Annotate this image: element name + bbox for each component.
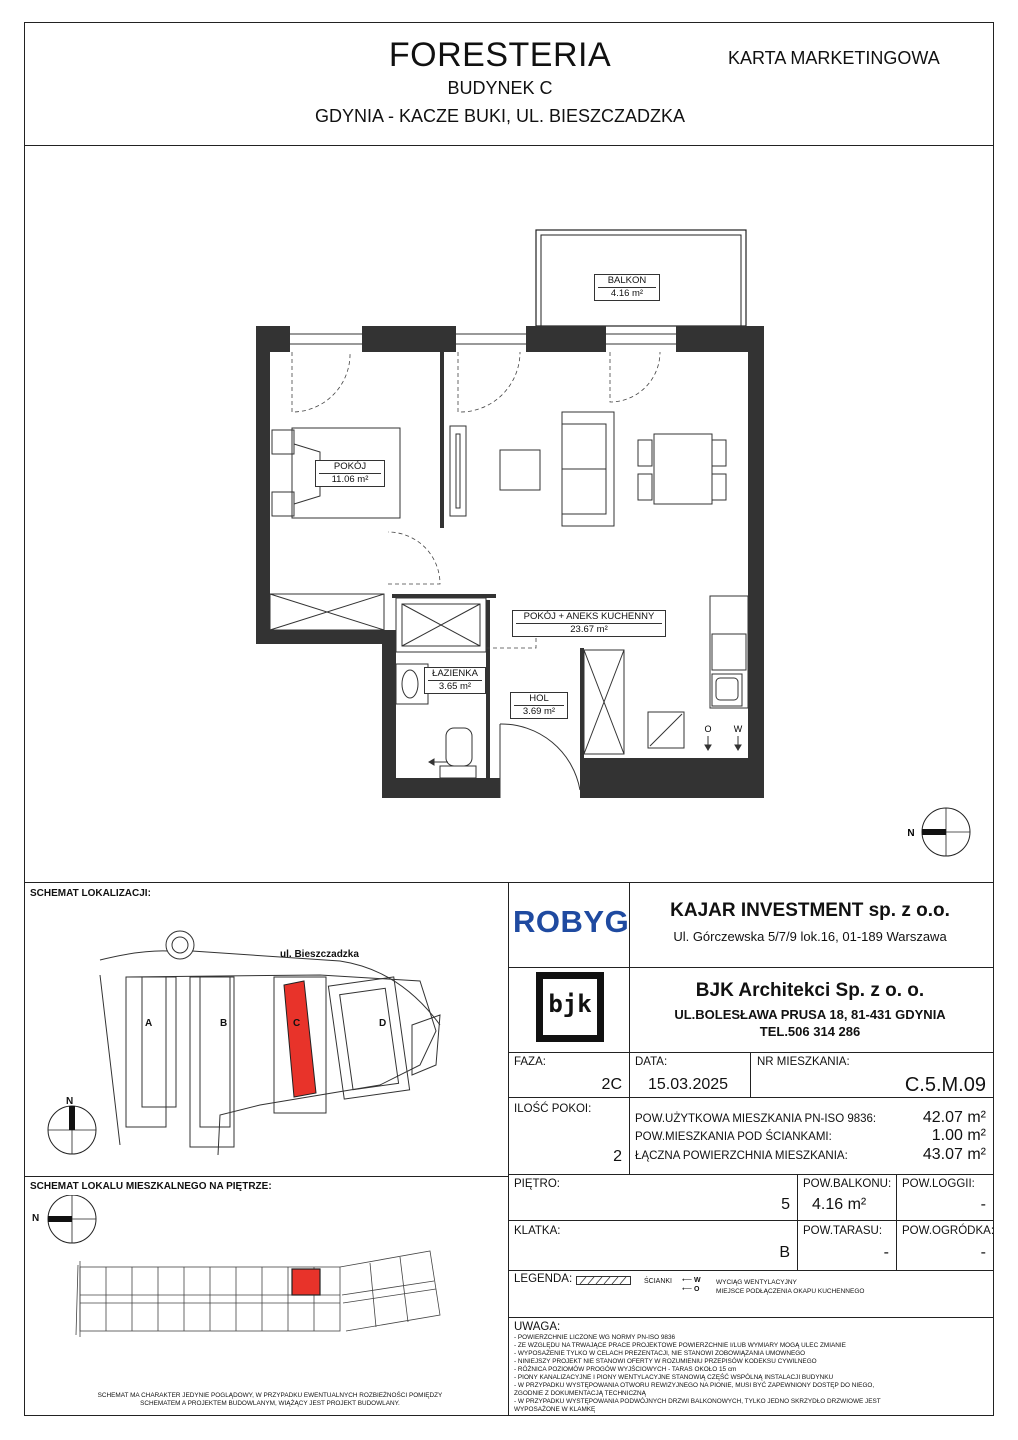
architect-address: UL.BOLESŁAWA PRUSA 18, 81-431 GDYNIA <box>674 1007 946 1022</box>
klatka-label: KLATKA: <box>514 1225 561 1237</box>
faza-value: 2C <box>601 1076 622 1093</box>
bjk-logo-text: bjk <box>548 990 592 1018</box>
loggia-label: POW.LOGGII: <box>902 1178 975 1190</box>
room-label-living-kitchen: POKÓJ + ANEKS KUCHENNY 23.67 m² <box>512 610 666 637</box>
robyg-logo: ROBYG <box>513 904 630 939</box>
pow-laczna-value: 43.07 m² <box>922 1146 986 1163</box>
notes-list: - POWIERZCHNIE LICZONE WG NORMY PN-ISO 9836 - ZE WZGLĘDU NA TRWAJĄCE PRACE PROJEKTOWE POWIERZCHNIE I/LUB WYMIARY MOGĄ ULEC ZMIANIE - WYPOSAŻENIE TYLKO W CELACH PREZENTACJI, NIE STANOWI ZOBOWIĄZANIA UMOWNEGO - NINIEJSZY PROJEKT NIE STANOWI OFERTY W ROZUMIENIU PRZEPISÓW KODEKSU CYWILNEGO - RÓŻNICA POZIOMÓW PROGÓW WYJŚCIOWYCH - TARAS OKOŁO 15 cm - PIONY KANALIZACYJNE I PIONY WENTYLACYJNE STANOWIĄ CZĘŚĆ WSPÓLNĄ INSTALACJI BUDYNKU - W PRZYPADKU WYSTĘPOWANIA OTWORU REWIZYJNEGO NA PIONIE, MUSI BYĆ ZAPEWNIONY DOSTĘP DO NIEGO, ZGODNIE Z DOKUMENTACJĄ TECHNICZNĄ - W PRZYPADKU WYSTĘPOWANIA PODWÓJNYCH DRZWI BALKONOWYCH, TYLKO JEDNO SKRZYDŁO DRZWIOWE JEST WYPOSAŻONE W KLAMKĘ <box>514 1334 881 1413</box>
legend-w-row: ⟵ W <box>682 1277 701 1284</box>
wall-hatch-icon <box>576 1276 632 1286</box>
building-a-label: A <box>145 1018 153 1029</box>
nr-value: C.5.M.09 <box>904 1074 986 1096</box>
building-c-label: C <box>293 1018 301 1029</box>
floor-schema-map <box>30 1195 500 1395</box>
bjk-logo <box>536 972 604 1042</box>
architect-name: BJK Architekci Sp. z o. o. <box>695 980 925 1001</box>
pietro-value: 5 <box>781 1196 790 1213</box>
nr-label: NR MIESZKANIA: <box>757 1056 850 1068</box>
pow-sciany-value: 1.00 m² <box>931 1127 986 1144</box>
room-label-balkon: BALKON 4.16 m² <box>594 274 660 301</box>
vent-o-mark: O <box>704 724 712 734</box>
location-compass-icon <box>48 1106 96 1154</box>
floor-compass-n: N <box>32 1213 40 1224</box>
pow-laczna-label: ŁĄCZNA POWIERZCHNIA MIESZKANIA: <box>635 1150 848 1162</box>
data-label: DATA: <box>635 1056 668 1068</box>
location-map <box>40 915 500 1165</box>
arrow-left-icon: ⟵ <box>682 1277 693 1284</box>
legend-label: LEGENDA: <box>514 1273 573 1285</box>
room-label-pokoj: POKÓJ 11.06 m² <box>315 460 385 487</box>
pow-sciany-label: POW.MIESZKANIA POD ŚCIANKAMI: <box>635 1131 832 1143</box>
balkon-label: POW.BALKONU: <box>803 1178 892 1190</box>
building-d-label: D <box>379 1018 387 1029</box>
taras-value: - <box>883 1244 889 1261</box>
schema-disclaimer: SCHEMAT MA CHARAKTER JEDYNIE POGLĄDOWY, W PRZYPADKU EWENTUALNYCH ROZBIEŻNOŚCI POMIĘDZY SCHEMATEM A PROJEKTEM BUDOWLANYM, WIĄŻĄCY JEST PROJEKT BUDOWLANY. <box>97 1392 443 1407</box>
taras-label: POW.TARASU: <box>803 1225 883 1237</box>
building-b-label: B <box>220 1018 228 1029</box>
data-value: 15.03.2025 <box>648 1076 729 1093</box>
developer-name: KAJAR INVESTMENT sp. z o.o. <box>670 900 950 921</box>
architect-phone: TEL.506 314 286 <box>759 1024 861 1039</box>
card-type: KARTA MARKETINGOWA <box>728 48 940 68</box>
street-label: ul. Bieszczadzka <box>280 949 359 960</box>
location-title: SCHEMAT LOKALIZACJI: <box>30 888 151 899</box>
pow-uzytkowa-label: POW.UŻYTKOWA MIESZKANIA PN-ISO 9836: <box>635 1113 877 1125</box>
room-label-hol: HOL 3.69 m² <box>510 692 568 719</box>
faza-label: FAZA: <box>514 1056 546 1068</box>
plan-compass-n: N <box>907 828 915 839</box>
developer-address: Ul. Górczewska 5/7/9 lok.16, 01-189 Warszawa <box>673 929 947 944</box>
legend-o-row: ⟵ O <box>682 1286 700 1293</box>
room-label-lazienka: ŁAZIENKA 3.65 m² <box>424 667 486 694</box>
building-name: BUDYNEK C <box>447 78 553 98</box>
loggia-value: - <box>980 1196 986 1213</box>
arrow-left-icon: ⟵ <box>682 1286 693 1293</box>
pokoje-label: ILOŚĆ POKOI: <box>514 1103 592 1115</box>
ogrodek-value: - <box>980 1244 986 1261</box>
project-address: GDYNIA - KACZE BUKI, UL. BIESZCZADZKA <box>314 106 686 126</box>
floor-compass-icon <box>48 1195 96 1243</box>
project-title: FORESTERIA <box>388 36 612 74</box>
ogrodek-label: POW.OGRÓDKA: <box>902 1225 995 1237</box>
legend-o-text: MIEJSCE PODŁĄCZENIA OKAPU KUCHENNEGO <box>716 1288 865 1295</box>
vent-w-mark: W <box>733 724 743 734</box>
floor-schema-title: SCHEMAT LOKALU MIESZKALNEGO NA PIĘTRZE: <box>30 1181 272 1192</box>
pietro-label: PIĘTRO: <box>514 1178 561 1190</box>
location-compass-n: N <box>66 1096 74 1107</box>
pokoje-value: 2 <box>613 1148 622 1165</box>
notes-label: UWAGA: <box>514 1321 561 1333</box>
klatka-value: B <box>779 1244 790 1261</box>
plan-compass-icon <box>922 808 970 856</box>
apartment-floor-plan <box>24 146 994 882</box>
legend-walls: ŚCIANKI <box>644 1278 673 1285</box>
balkon-value: 4.16 m² <box>812 1196 867 1213</box>
legend-w-text: WYCIĄG WENTYLACYJNY <box>716 1279 797 1286</box>
pow-uzytkowa-value: 42.07 m² <box>922 1109 986 1126</box>
